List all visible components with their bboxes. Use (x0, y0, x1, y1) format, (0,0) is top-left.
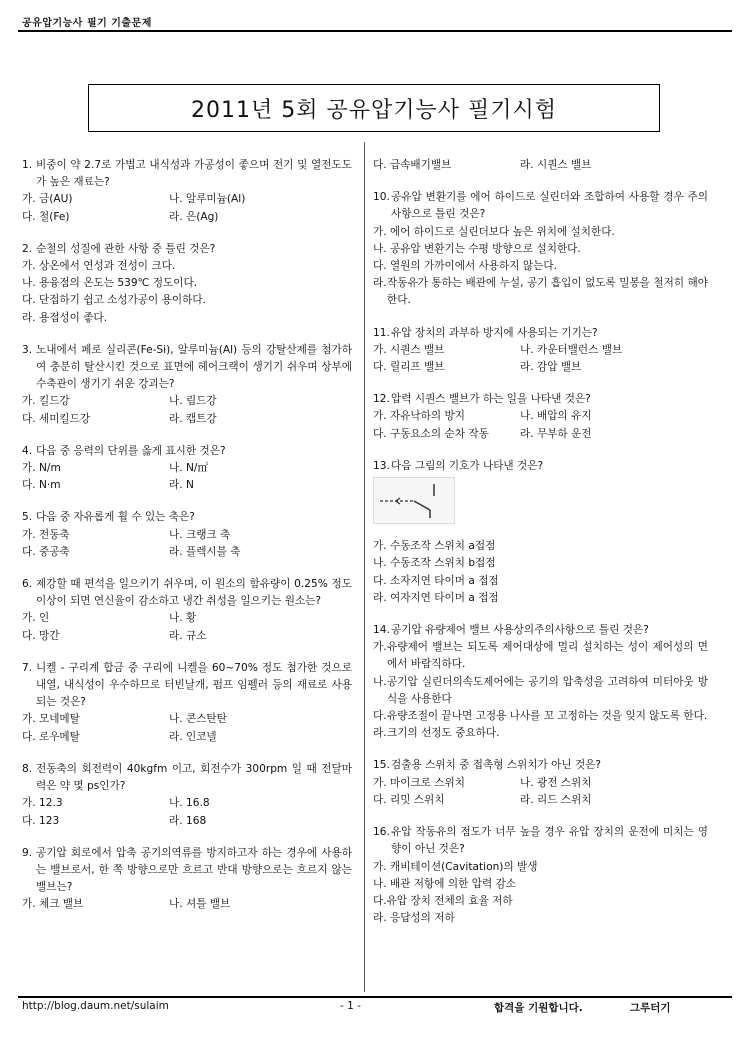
option: 라. N (169, 479, 194, 492)
option-row (22, 191, 352, 208)
question-text: 다음 중 응력의 단위를 옳게 표시한 것은? (36, 444, 226, 457)
option-row (22, 411, 352, 428)
question (22, 157, 352, 226)
question (373, 391, 708, 443)
option (373, 674, 708, 708)
question-text: 니켈 - 구리계 합금 중 구리에 니켈을 60~70% 정도 첨가한 것으로 내열, 내식성이 우수하므로 터빈날개, 펌프 임펠러 등의 재료로 사용되는 것은? (36, 661, 352, 709)
running-header: 공유압기능사 필기 기출문제 (22, 18, 152, 29)
option: 라. 응답성의 저하 (373, 912, 455, 925)
option: 가. 시퀀스 밸브 (373, 343, 445, 356)
question (373, 325, 708, 377)
option-row (22, 896, 352, 913)
option-marker: 나. (373, 675, 387, 688)
option: 다. 열원의 가까이에서 사용하지 않는다. (373, 260, 557, 273)
option-marker: 가. (373, 641, 387, 654)
option-row (22, 711, 352, 728)
option: 다. 리밋 스위치 (373, 793, 445, 806)
option: 라. 여자지연 타이머 a 접점 (373, 591, 499, 604)
option: 다. 중공축 (22, 545, 70, 558)
option: 가. 12.3 (22, 797, 63, 810)
option-text: 크기의 선정도 중요하다. (387, 727, 500, 740)
option: 라. 인코넬 (169, 730, 217, 743)
option: 가. 킬드강 (22, 395, 70, 408)
option-row (22, 795, 352, 812)
question (373, 189, 708, 309)
option: 나. 카운터밸런스 밸브 (520, 343, 623, 356)
question-text: 공기압 유량제어 밸브 사용상의주의사항으로 틀린 것은? (391, 624, 649, 637)
question-stem (22, 241, 352, 258)
option: 다. 세미킬드강 (22, 412, 91, 425)
question-number: 8. (22, 762, 33, 775)
option-marker: 라. (373, 727, 387, 740)
question-stem (22, 845, 352, 897)
right-column (373, 157, 708, 942)
footer-slogan: 합격을 기원합니다. (494, 1002, 583, 1014)
question-stem (373, 458, 708, 475)
option-marker: 라. (373, 277, 387, 290)
option: 다. 구동요소의 순차 작동 (373, 427, 489, 440)
option: 나. 알루미늄(Al) (169, 193, 246, 206)
option: 라. 은(Ag) (169, 210, 219, 223)
option: 나. 배관 저항에 의한 압력 감소 (373, 877, 517, 890)
option-row (22, 813, 352, 830)
option: 라. 규소 (169, 629, 207, 642)
question (373, 458, 708, 607)
switch-symbol-figure (373, 477, 455, 524)
option: 가. 마이크로 스위치 (373, 776, 465, 789)
option-row (22, 209, 352, 226)
question (373, 824, 708, 927)
question-text: 다음 그림의 기호가 나타낸 것은? (391, 459, 544, 472)
option: 라. 168 (169, 814, 207, 827)
option: 가. 에어 하이드로 실린더보다 높은 위치에 설치한다. (373, 225, 615, 238)
option: 다. 단접하기 쉽고 소성가공이 용이하다. (22, 294, 206, 307)
question (22, 443, 352, 495)
option: 다. 소자지연 타이머 a 접점 (373, 574, 499, 587)
question-text: 공기압 회로에서 압축 공기의역류를 방지하고자 하는 경우에 사용하는 밸브로서, 한 쪽 방향으로만 흐르고 반대 방향으로는 흐르지 않는 밸브는? (36, 846, 352, 894)
option: 나. N/㎡ (169, 462, 209, 475)
question-stem (22, 660, 352, 712)
question-number: 9. (22, 846, 33, 859)
option: 다. 123 (22, 814, 60, 827)
option: 나. 광전 스위치 (520, 776, 592, 789)
option: 라. 캡트강 (169, 412, 217, 425)
question-text: 유압 작동유의 점도가 너무 높을 경우 유압 장치의 운전에 미치는 영향이 아닌 것은? (391, 826, 708, 856)
option: 다. N·m (22, 479, 61, 492)
option: 나. 셔틀 밸브 (169, 898, 231, 911)
option: 나. 수동조작 스위치 b접점 (373, 557, 496, 570)
option-row (373, 408, 708, 425)
question-text: 다음 중 자유롭게 휠 수 있는 축은? (36, 511, 195, 524)
option (373, 639, 708, 673)
option-row (22, 610, 352, 627)
question (373, 622, 708, 742)
option (373, 725, 708, 742)
question-text: 비중이 약 2.7로 가볍고 내식성과 가공성이 좋으며 전기 및 열전도도가 높은 재료는? (36, 159, 352, 189)
option: 가. 캐비테이션(Cavitation)의 발생 (373, 860, 538, 873)
question-stem (22, 509, 352, 526)
footer-rule (18, 996, 732, 998)
option: 나. 16.8 (169, 797, 210, 810)
question (22, 761, 352, 830)
option-row (373, 792, 708, 809)
option: 가. 전동축 (22, 528, 70, 541)
question-number: 11. (373, 326, 390, 339)
option: 라. 감압 밸브 (520, 361, 582, 374)
question-stem (22, 576, 352, 610)
question-stem (22, 342, 352, 394)
question (22, 509, 352, 561)
option: 라. 무부하 운전 (520, 427, 592, 440)
option: 라. 시퀀스 밸브 (520, 159, 592, 171)
question-text: 압력 시퀀스 밸브가 하는 일을 나타낸 것은? (391, 393, 591, 406)
question-number: 14. (373, 624, 390, 637)
question-stem (22, 443, 352, 460)
option: 가. 체크 밸브 (22, 898, 84, 911)
option: 다. 로우메탈 (22, 730, 80, 743)
option: 다. 철(Fe) (22, 210, 70, 223)
question-stem (373, 824, 708, 858)
question-stem (373, 757, 708, 774)
question (373, 757, 708, 809)
option-row (22, 527, 352, 544)
option-text: 공기압 실린더의속도제어에는 공기의 압축성을 고려하여 미터아웃 방식을 사용한다 (387, 675, 708, 705)
question-number: 1. (22, 159, 33, 171)
option: 나. 배압의 유지 (520, 410, 592, 423)
option: 다.유압 장치 전체의 효율 저하 (373, 894, 513, 907)
option: 나. 공유압 변환기는 수평 방향으로 설치한다. (373, 242, 581, 255)
option-text: 유량제어 밸브는 되도록 제어대상에 멀리 설치하는 성이 제어성의 면에서 바람직하다. (387, 641, 708, 671)
option-row (373, 426, 708, 443)
option-row (373, 342, 708, 359)
option: 라. 용접성이 좋다. (22, 311, 108, 324)
question (22, 845, 352, 914)
footer-url: http://blog.daum.net/sulaim (22, 1000, 169, 1012)
option: 나. 용융점의 온도는 539℃ 정도이다. (22, 277, 198, 290)
option: 나. 황 (169, 612, 197, 625)
question-number: 7. (22, 661, 33, 674)
question-text: 검출용 스위치 중 접촉형 스위치가 아닌 것은? (391, 759, 602, 772)
option: 가. 인 (22, 612, 50, 625)
question-stem (373, 189, 708, 223)
question (22, 660, 352, 746)
question-number: 12. (373, 393, 390, 406)
option: 가. 수동조작 스위치 a접점 (373, 540, 496, 553)
option-row (373, 775, 708, 792)
question-stem (22, 157, 352, 191)
title-box (88, 84, 660, 132)
question-stem (373, 622, 708, 639)
option-row (373, 359, 708, 376)
question (22, 241, 352, 327)
question-stem (373, 325, 708, 342)
option: 가. 금(AU) (22, 193, 73, 206)
page-number: - 1 - (340, 1000, 361, 1012)
option: 가. 자유낙하의 방지 (373, 410, 465, 423)
left-column (22, 157, 352, 929)
option-text: 유량조절이 끝나면 고정용 나사를 꼬 고정하는 것을 잊지 않도록 한다. (387, 710, 708, 723)
question-text: 전동축의 회전력이 40kgfm 이고, 회전수가 300rpm 일 때 전달마력은 약 몇 ps인가? (36, 762, 352, 793)
question-text: 공유압 변환기를 에어 하이드로 실린더와 조합하여 사용할 경우 주의사항으로 틀린 것은? (391, 191, 708, 221)
option: 나. 림드강 (169, 395, 217, 408)
header-rule (18, 30, 732, 32)
question-number: 4. (22, 444, 33, 457)
option: 다. 망간 (22, 629, 60, 642)
option (373, 708, 708, 725)
question-number: 5. (22, 511, 33, 524)
column-divider (364, 142, 365, 992)
footer-brand: 그루터기 (630, 1002, 671, 1014)
question-text: 제강할 때 편석을 일으키기 쉬우며, 이 원소의 함유량이 0.25% 정도 이상이 되면 연신율이 감소하고 냉간 취성을 일으키는 원소는? (36, 578, 352, 608)
question-stem (373, 391, 708, 408)
question (22, 342, 352, 428)
option: 나. 콘스탄탄 (169, 713, 227, 726)
option: 다. 릴리프 밸브 (373, 361, 445, 374)
option: 가. N/m (22, 462, 61, 475)
question-text: 유압 장치의 과부하 방지에 사용되는 기기는? (391, 326, 598, 339)
option: 라. 리드 스위치 (520, 793, 592, 806)
q9-continued-options (373, 157, 708, 174)
option-row (22, 628, 352, 645)
question-text: 노내에서 페로 실리콘(Fe-Si), 알루미늄(Al) 등의 강탈산제를 첨가하여 충분히 탈산시킨 것으로 표면에 헤어크랙이 생기기 쉬우며 상부에 수축관이 생기기 쉬운 강괴는? (36, 343, 352, 391)
question-number: 2. (22, 242, 33, 255)
question-text: 순철의 성질에 관한 사항 중 틀린 것은? (36, 242, 216, 255)
option-marker: 다. (373, 710, 387, 723)
option-row (22, 393, 352, 410)
option: 가. 상온에서 연성과 전성이 크다. (22, 260, 176, 273)
option: 가. 모네메탈 (22, 713, 80, 726)
question-number: 3. (22, 343, 33, 356)
option-row (22, 460, 352, 477)
question-number: 16. (373, 826, 390, 839)
question (22, 576, 352, 645)
option-row (22, 544, 352, 561)
page-title: 2011년 5회 공유압기능사 필기시험 (191, 97, 557, 123)
option: 나. 크랭크 축 (169, 528, 231, 541)
option: 라. 플렉시블 축 (169, 545, 241, 558)
question-number: 13. (373, 459, 390, 472)
option-row (22, 729, 352, 746)
option (373, 275, 708, 309)
question-number: 15. (373, 759, 390, 772)
option-row (22, 477, 352, 494)
option: 다. 급속배기밸브 (373, 159, 452, 171)
question-number: 10. (373, 191, 390, 204)
question-stem (22, 761, 352, 795)
question-number: 6. (22, 578, 33, 591)
option-text: 작동유가 통하는 배관에 누설, 공기 흡입이 없도록 밀봉을 철저히 해야 한다. (387, 277, 708, 307)
